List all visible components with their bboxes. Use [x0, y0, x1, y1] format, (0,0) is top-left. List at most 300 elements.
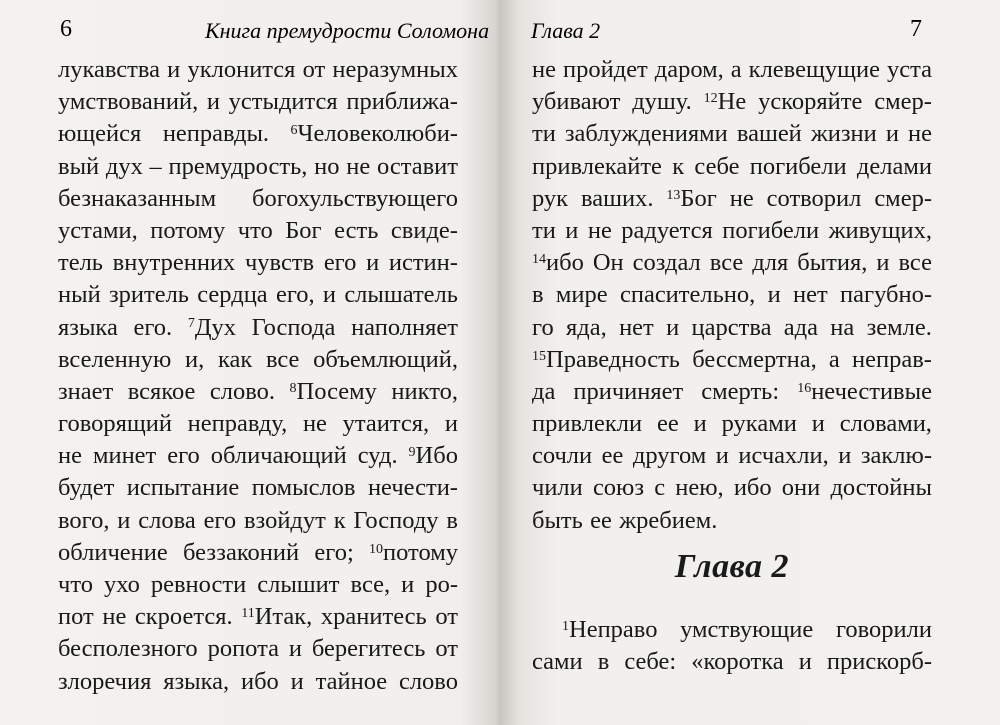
- word: [562, 614, 657, 646]
- word-text: да: [532, 377, 556, 405]
- word: [58, 440, 82, 472]
- word-text: богохульствующего: [252, 184, 458, 212]
- word: [619, 312, 654, 344]
- text-line: [58, 215, 458, 247]
- text-line: [532, 376, 932, 408]
- word-text: к: [672, 152, 685, 180]
- word-text: клевещущие: [748, 56, 880, 83]
- word-text: потому: [150, 216, 226, 244]
- word: [811, 118, 877, 150]
- word: [532, 505, 583, 537]
- word: [312, 633, 426, 665]
- word-text: есть: [334, 216, 379, 244]
- verse-number: 15: [532, 348, 546, 364]
- word: [135, 601, 233, 633]
- word: [532, 279, 544, 311]
- text-line: [58, 537, 458, 569]
- word-text: причиняет: [573, 377, 684, 405]
- word: [840, 408, 932, 440]
- word: [351, 312, 458, 344]
- word-text: от: [302, 56, 326, 83]
- word-text: испытание: [126, 474, 240, 502]
- word-text: слышит: [257, 571, 340, 598]
- word: [830, 472, 932, 504]
- word-text: вого,: [58, 506, 110, 534]
- word-text: ее: [656, 410, 679, 438]
- word-text: погибели: [749, 152, 847, 180]
- word-text: и: [167, 56, 181, 83]
- word-text: слова: [138, 506, 196, 534]
- word-text: и: [666, 313, 680, 341]
- word-text: взойдут: [243, 506, 326, 534]
- word-text: и: [288, 635, 302, 663]
- word: [857, 151, 932, 183]
- word-text: бесполезного: [58, 635, 198, 663]
- word: [565, 215, 578, 247]
- word-text: тель: [58, 249, 103, 277]
- word-text: сотворил: [766, 184, 862, 212]
- word-text: обличающий: [210, 442, 347, 470]
- word-text: сочли: [532, 442, 593, 470]
- word-text: неправ-: [852, 345, 932, 373]
- word: [633, 440, 706, 472]
- word-text: устыдится: [228, 88, 338, 116]
- word-text: никто,: [391, 377, 458, 405]
- word: [532, 54, 556, 86]
- word: [252, 312, 336, 344]
- word: [188, 408, 288, 440]
- word: [58, 666, 151, 698]
- word-text: Он: [592, 249, 624, 277]
- word-text: себе: [694, 152, 740, 180]
- word: [399, 666, 458, 698]
- word: [58, 633, 198, 665]
- word-text: ада: [783, 313, 818, 341]
- word-text: ревности: [150, 571, 247, 598]
- word: [197, 279, 267, 311]
- word-text: говорили: [835, 616, 932, 643]
- word-text: нею,: [675, 474, 724, 502]
- word-text: вашей: [736, 120, 802, 148]
- word-text: яда,: [566, 313, 607, 341]
- text-line: [532, 472, 932, 504]
- word: [218, 344, 252, 376]
- word: [666, 312, 679, 344]
- word: [886, 118, 899, 150]
- word-text: Человеколюби-: [297, 120, 458, 148]
- word: [276, 279, 315, 311]
- word: [58, 118, 141, 150]
- text-line: [532, 54, 932, 86]
- word: [314, 151, 339, 183]
- word-text: жребием.: [619, 506, 718, 534]
- word: [710, 247, 743, 279]
- word-text: ти: [532, 120, 556, 148]
- word: [291, 118, 458, 150]
- word: [58, 569, 93, 601]
- word-text: достойны: [830, 474, 932, 502]
- word: [150, 215, 225, 247]
- word: [722, 408, 797, 440]
- word-text: на: [830, 313, 855, 341]
- verse-number: 16: [797, 380, 812, 396]
- word: [229, 86, 338, 118]
- word: [793, 279, 828, 311]
- text-line: [532, 408, 932, 440]
- word-text: его: [203, 506, 237, 534]
- word: [799, 646, 812, 678]
- word: [532, 312, 554, 344]
- word-text: его;: [314, 538, 354, 566]
- word: [303, 408, 327, 440]
- text-line: [58, 344, 458, 376]
- left-page: [0, 0, 495, 725]
- word-text: а: [828, 345, 840, 373]
- word-text: умствований,: [58, 88, 199, 116]
- word: [701, 376, 779, 408]
- word: [532, 472, 583, 504]
- word-text: и: [206, 88, 221, 116]
- word-text: беззаконий: [183, 538, 300, 566]
- word-text: дух: [105, 152, 143, 180]
- word-text: даром,: [654, 56, 724, 83]
- word: [532, 86, 620, 118]
- word-text: ибо: [240, 667, 279, 695]
- word-text: сами: [532, 648, 583, 676]
- word: [654, 472, 665, 504]
- word-text: ее: [601, 442, 624, 470]
- text-line: [532, 505, 932, 537]
- word-text: смер-: [874, 88, 932, 116]
- page-number: 6: [60, 16, 72, 42]
- text-line: [532, 279, 932, 311]
- word-text: они: [781, 474, 821, 502]
- word-text: ее: [590, 506, 612, 534]
- word: [207, 86, 220, 118]
- word-text: душу.: [632, 88, 692, 116]
- word: [852, 344, 932, 376]
- word: [127, 472, 240, 504]
- word-text: неразумных: [332, 56, 458, 83]
- word: [620, 279, 755, 311]
- word: [680, 614, 813, 646]
- word-text: царства: [691, 313, 772, 341]
- word: [602, 440, 624, 472]
- word-text: бессмертна,: [692, 345, 817, 373]
- word-text: словами,: [839, 410, 932, 438]
- word-text: и: [322, 281, 337, 309]
- text-line: [532, 247, 932, 279]
- word-text: берегитесь: [311, 635, 426, 663]
- word: [446, 505, 458, 537]
- word: [532, 247, 584, 279]
- text-line: [58, 279, 458, 311]
- word: [266, 344, 299, 376]
- word-text: все: [265, 345, 300, 373]
- word-text: быть: [532, 506, 583, 534]
- word-text: и: [117, 506, 131, 534]
- word: [353, 505, 438, 537]
- word: [565, 118, 728, 150]
- word: [169, 151, 308, 183]
- word-text: помыслов: [251, 474, 356, 502]
- word: [104, 569, 140, 601]
- word-text: жизни: [810, 120, 877, 148]
- word-text: живущих,: [828, 216, 932, 244]
- word: [369, 537, 458, 569]
- word-text: языка,: [163, 667, 230, 695]
- word-text: и: [811, 410, 825, 438]
- word: [838, 440, 851, 472]
- word: [758, 86, 862, 118]
- text-line: [58, 505, 458, 537]
- word: [752, 247, 788, 279]
- word-text: привлекайте: [532, 152, 662, 180]
- word: [58, 183, 216, 215]
- word-text: пройдет: [563, 56, 648, 83]
- word-text: погибели: [722, 216, 820, 244]
- word: [672, 151, 684, 183]
- word-text: не: [907, 120, 932, 148]
- word: [734, 472, 772, 504]
- right-page: [505, 0, 1000, 725]
- word-text: все: [898, 249, 932, 277]
- text-line: [58, 376, 458, 408]
- word-text: ибо: [546, 249, 584, 277]
- text-line: [532, 86, 932, 118]
- word: [187, 54, 295, 86]
- word-text: умствующие: [680, 616, 814, 643]
- word: [211, 440, 347, 472]
- word-text: не: [587, 216, 612, 244]
- word-text: себе:: [624, 648, 677, 676]
- word-text: скроется.: [134, 603, 233, 631]
- running-head: Глава 2: [531, 18, 601, 43]
- word: [58, 472, 114, 504]
- word: [876, 247, 889, 279]
- word: [102, 601, 126, 633]
- word: [829, 215, 932, 247]
- word: [58, 408, 172, 440]
- word-text: с: [654, 474, 666, 502]
- word-text: безнаказанным: [58, 184, 217, 212]
- word: [313, 344, 458, 376]
- word-text: ро-: [425, 571, 458, 598]
- word: [556, 279, 608, 311]
- word: [657, 408, 679, 440]
- word-text: и: [366, 249, 380, 277]
- word-text: наполняет: [351, 313, 458, 341]
- word-text: все,: [350, 571, 391, 598]
- word-text: не: [102, 603, 127, 631]
- verse-number: 13: [666, 187, 681, 203]
- word: [532, 408, 642, 440]
- word: [58, 601, 94, 633]
- word-text: в: [446, 506, 458, 534]
- word: [566, 312, 607, 344]
- word: [830, 312, 854, 344]
- running-head: Книга премудрости Соломона: [205, 18, 490, 43]
- text-line: [58, 86, 458, 118]
- word: [581, 183, 653, 215]
- word: [58, 312, 118, 344]
- verse-number: 6: [290, 123, 298, 139]
- text-line: [58, 569, 458, 601]
- word: [435, 633, 458, 665]
- word: [738, 440, 828, 472]
- word-text: все: [709, 249, 744, 277]
- word-text: в: [597, 648, 610, 676]
- word-text: злоречия: [58, 667, 152, 695]
- word-text: внутренних: [112, 249, 236, 277]
- word: [716, 440, 729, 472]
- word: [730, 183, 754, 215]
- word-text: ибо: [733, 474, 772, 502]
- word: [874, 183, 932, 215]
- word-text: и: [798, 648, 812, 676]
- body-text: [532, 54, 932, 676]
- word-text: земле.: [866, 313, 932, 341]
- verse-number: 1: [562, 618, 569, 634]
- word: [731, 54, 742, 86]
- word: [590, 505, 612, 537]
- word: [368, 472, 458, 504]
- word: [245, 247, 314, 279]
- word-text: «коротка: [691, 648, 784, 676]
- word: [332, 54, 458, 86]
- word-text: руками: [721, 410, 797, 438]
- verse-number: 7: [187, 316, 195, 332]
- word-text: зритель: [108, 281, 189, 309]
- word-text: а: [730, 56, 742, 83]
- text-line: [532, 646, 932, 678]
- word-text: суд.: [357, 442, 398, 470]
- word-text: Господа: [251, 313, 336, 341]
- word-text: тайное: [315, 667, 388, 695]
- word: [750, 151, 847, 183]
- word: [874, 86, 932, 118]
- word: [291, 666, 304, 698]
- text-line: [58, 183, 458, 215]
- word-text: ропота: [207, 635, 279, 663]
- word-text: премудрость,: [168, 152, 308, 180]
- word: [58, 279, 101, 311]
- word: [316, 666, 388, 698]
- word: [797, 247, 867, 279]
- text-line: [58, 666, 458, 698]
- word-text: исчахли,: [738, 442, 829, 470]
- word: [58, 54, 160, 86]
- word-text: создал: [632, 249, 701, 277]
- word-text: истин-: [388, 249, 458, 277]
- word: [358, 440, 398, 472]
- word: [351, 569, 391, 601]
- word: [366, 247, 379, 279]
- verse-number: 14: [532, 251, 546, 267]
- word-text: заблуждениями: [564, 120, 728, 148]
- word: [435, 601, 458, 633]
- word-text: и: [767, 281, 781, 309]
- word: [241, 601, 312, 633]
- word-text: лукавства: [58, 56, 161, 83]
- word-text: пот: [58, 603, 94, 631]
- word: [563, 54, 648, 86]
- word-text: чили: [532, 474, 583, 502]
- word-text: ваших.: [581, 184, 654, 212]
- word: [389, 247, 458, 279]
- word: [768, 279, 781, 311]
- text-line: [532, 118, 932, 150]
- word: [133, 312, 172, 344]
- word: [593, 247, 624, 279]
- word: [377, 151, 458, 183]
- word: [185, 344, 204, 376]
- word: [624, 646, 676, 678]
- word: [655, 54, 724, 86]
- word-text: го: [532, 313, 554, 341]
- word-text: ти: [532, 216, 556, 244]
- word: [163, 666, 229, 698]
- word-text: смер-: [874, 184, 932, 212]
- word-text: языка: [58, 313, 118, 341]
- word: [532, 183, 568, 215]
- word: [58, 215, 138, 247]
- word: [784, 312, 818, 344]
- word-text: и: [444, 410, 458, 438]
- word-text: и: [876, 249, 890, 277]
- text-line: [58, 472, 458, 504]
- word-text: от: [435, 603, 458, 631]
- word: [908, 118, 932, 150]
- word-text: Неправо: [569, 616, 658, 643]
- word: [208, 633, 279, 665]
- word-text: ускоряйте: [758, 88, 863, 116]
- word: [106, 151, 143, 183]
- word-text: от: [435, 635, 458, 663]
- word: [692, 344, 817, 376]
- word: [314, 537, 353, 569]
- word-text: будет: [58, 474, 115, 502]
- word: [861, 440, 932, 472]
- word-text: Ибо: [415, 442, 458, 470]
- word-text: нет: [793, 281, 828, 309]
- word-text: хранитесь: [320, 603, 427, 631]
- word-text: но: [314, 152, 340, 180]
- word-text: спасительно,: [619, 281, 756, 309]
- word-text: свиде-: [390, 216, 458, 244]
- word: [666, 183, 716, 215]
- word-text: приближа-: [346, 88, 458, 116]
- page-number: 7: [910, 16, 922, 42]
- word: [167, 440, 200, 472]
- word-text: Итак,: [254, 603, 313, 631]
- word-text: ухо: [104, 571, 140, 598]
- word-text: его: [323, 249, 357, 277]
- text-line: [532, 312, 932, 344]
- text-line: [58, 118, 458, 150]
- word: [334, 505, 346, 537]
- word-text: уста: [886, 56, 932, 83]
- word-text: ный: [58, 281, 101, 309]
- word: [704, 86, 747, 118]
- word-text: убивают: [532, 88, 621, 116]
- word: [290, 376, 377, 408]
- word-text: для: [752, 249, 789, 277]
- word-text: в: [532, 281, 544, 309]
- text-line: [532, 440, 932, 472]
- word-text: утаится,: [342, 410, 430, 438]
- text-line: [58, 312, 458, 344]
